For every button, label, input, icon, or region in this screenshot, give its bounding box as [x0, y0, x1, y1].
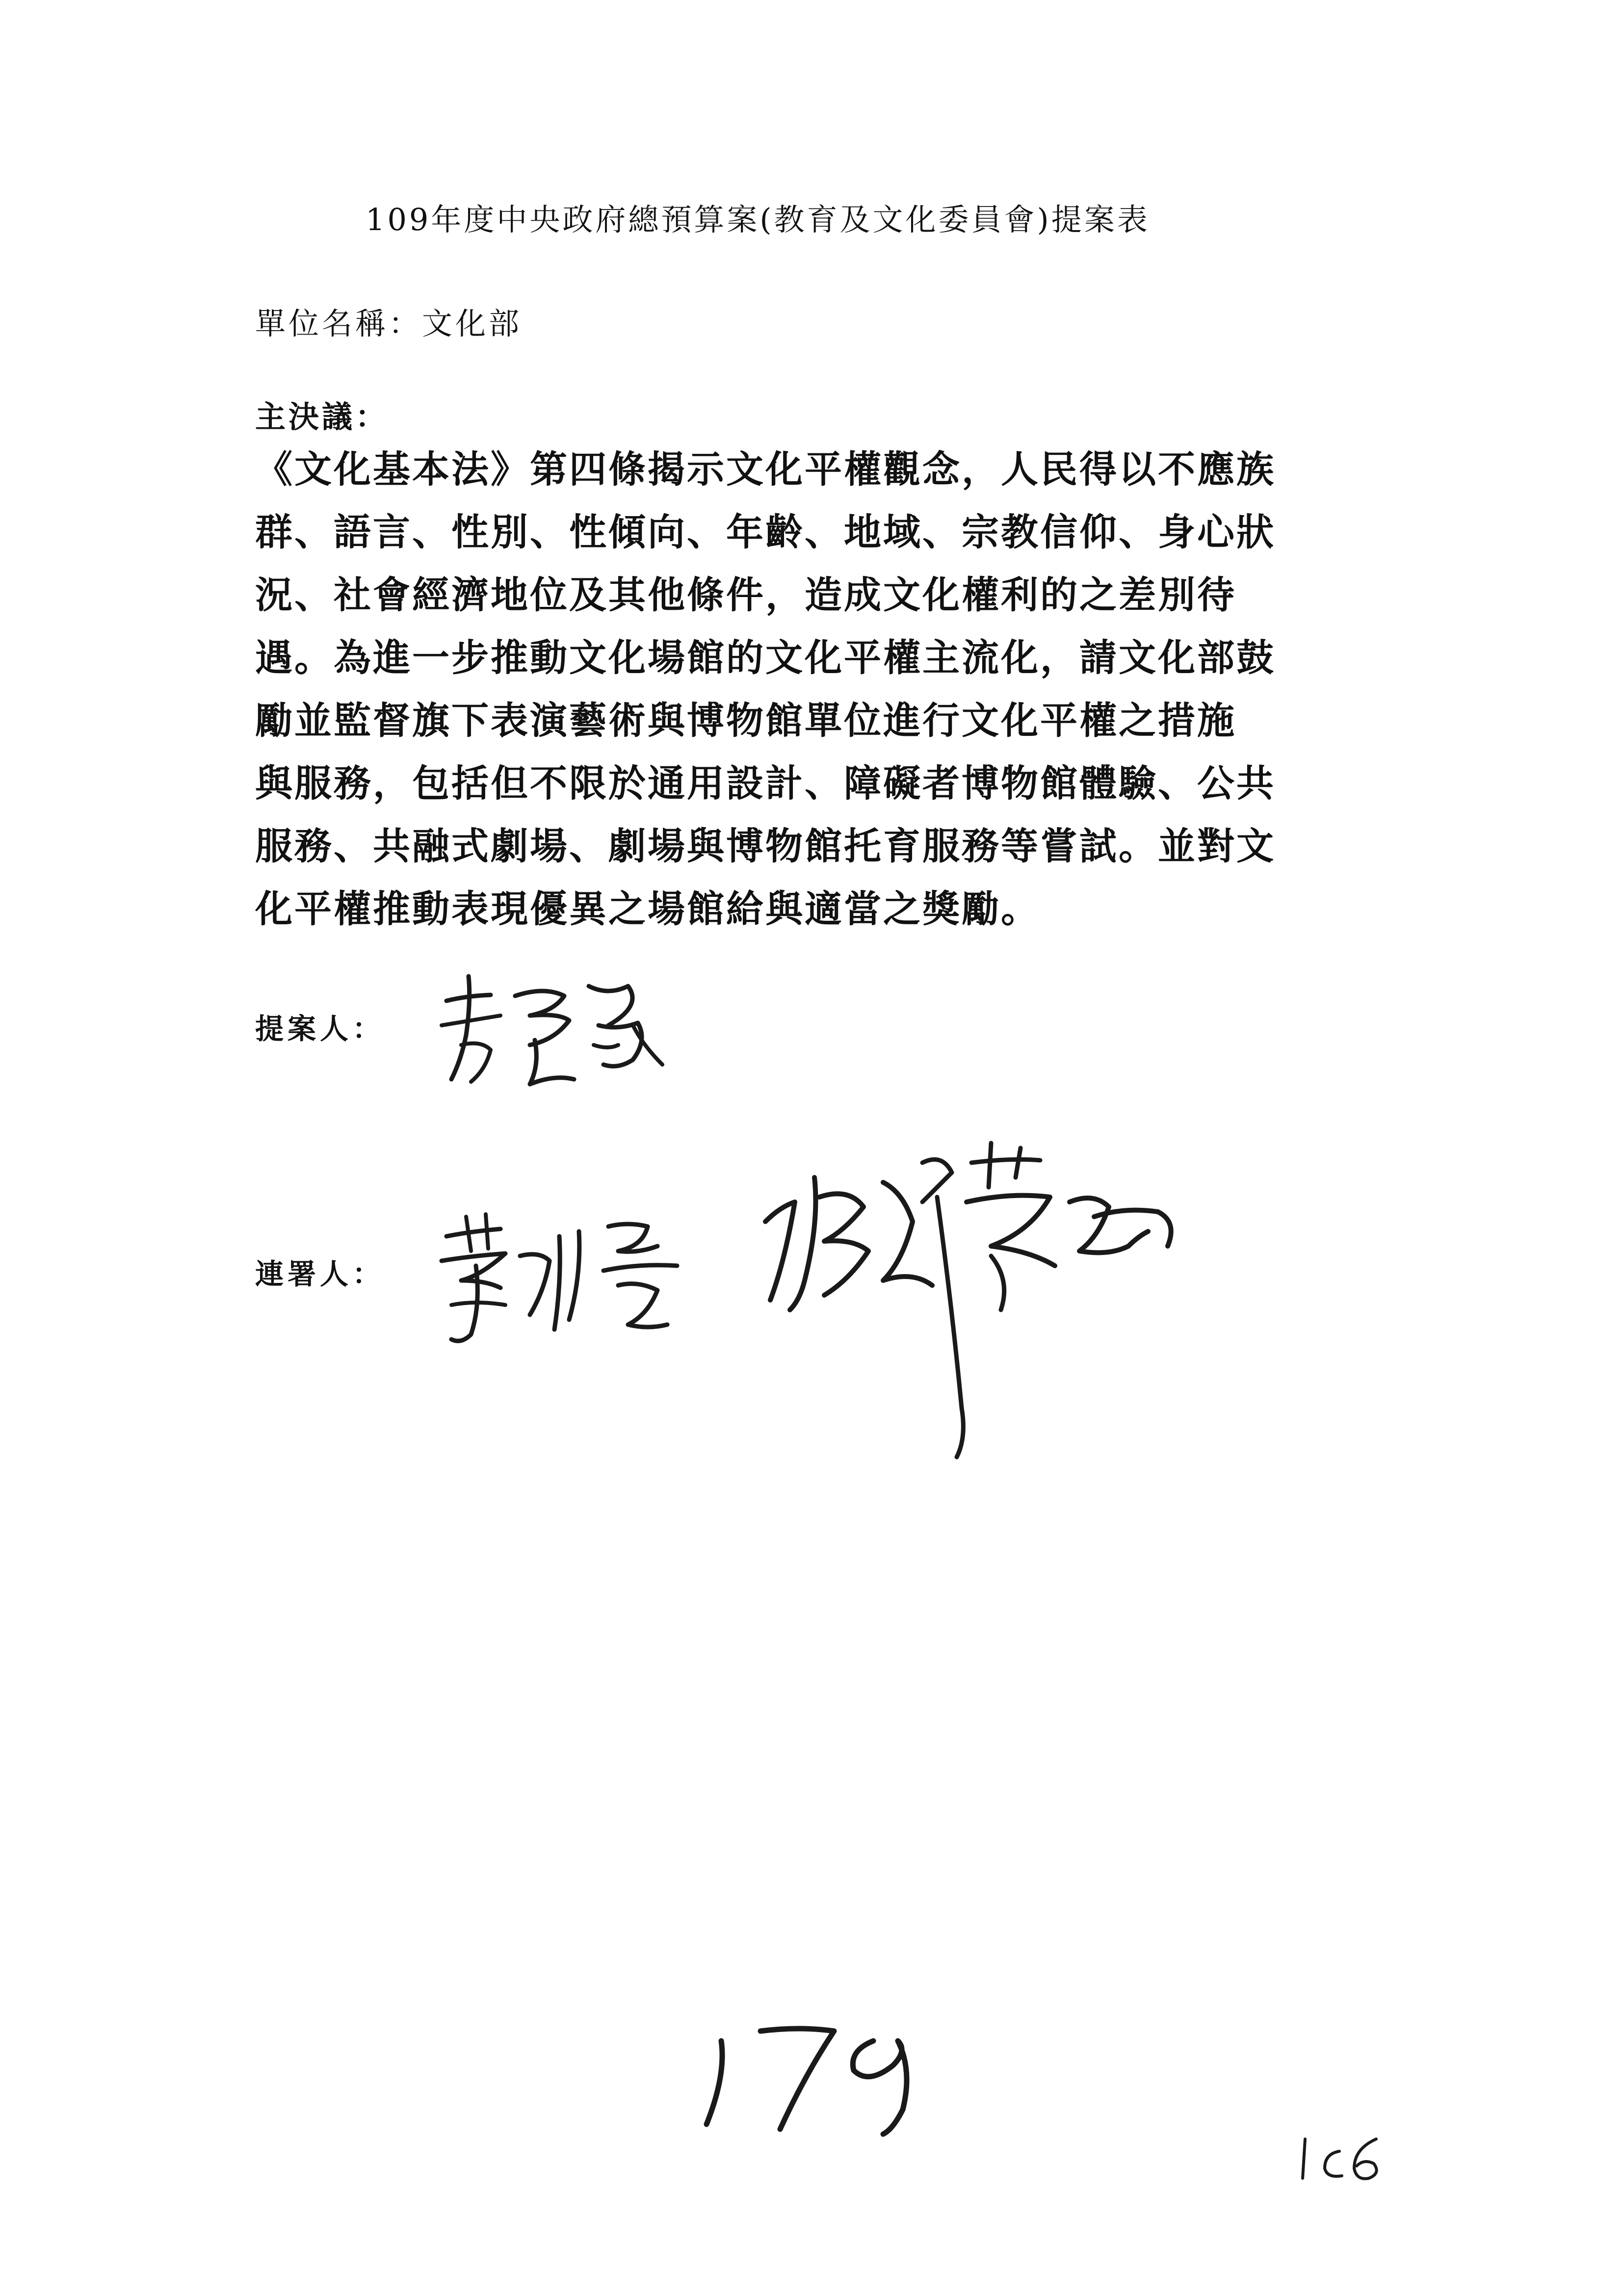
- resolution-line: 與服務，包括但不限於通用設計、障礙者博物館體驗、公共: [255, 761, 1276, 805]
- resolution-line: 遇。為進一步推動文化場館的文化平權主流化，請文化部鼓: [255, 636, 1276, 679]
- resolution-line: 勵並監督旗下表演藝術與博物館單位進行文化平權之措施: [255, 699, 1236, 742]
- proposer-signature: [432, 966, 677, 1094]
- resolution-line: 服務、共融式劇場、劇場與博物館托育服務等嘗試。並對文: [255, 824, 1276, 868]
- resolution-line: 況、社會經濟地位及其他條件，造成文化權利的之差別待: [255, 573, 1236, 617]
- unit-name: 單位名稱：文化部: [255, 306, 523, 341]
- resolution-line: 《文化基本法》第四條揭示文化平權觀念，人民得以不應族: [255, 447, 1276, 491]
- cosigner-signature-1: [432, 1207, 707, 1354]
- cosigner-label: 連署人：: [255, 1257, 385, 1291]
- resolution-line: 化平權推動表現優異之場館給與適當之獎勵。: [255, 887, 1040, 931]
- resolution-body: [255, 438, 1393, 940]
- proposer-label: 提案人：: [255, 1012, 385, 1045]
- handwritten-page-number: [687, 2011, 942, 2139]
- resolution-line: 群、語言、性別、性傾向、年齡、地域、宗教信仰、身心狀: [255, 510, 1276, 554]
- handwritten-corner-number: [1295, 2129, 1393, 2188]
- resolution-label: 主決議：: [255, 399, 389, 435]
- cosigner-signature-2: [736, 1133, 1207, 1526]
- page-title: 109年度中央政府總預算案(教育及文化委員會)提案表: [366, 202, 1150, 237]
